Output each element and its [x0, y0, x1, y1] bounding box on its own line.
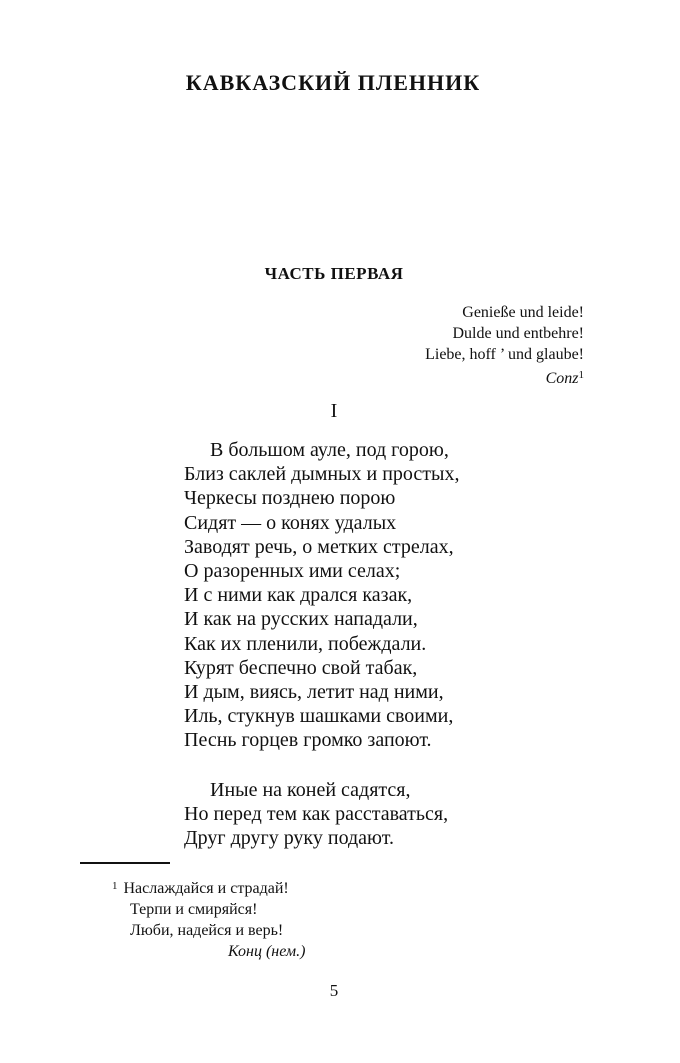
verse-line: В большом ауле, под горою,: [210, 439, 449, 461]
footnote-number: 1: [112, 880, 118, 892]
epigraph-author-line: [425, 365, 584, 389]
epigraph-line: Dulde und entbehre!: [452, 325, 584, 342]
verse-line: Иные на коней садятся,: [210, 779, 411, 801]
section-number: I: [330, 400, 338, 422]
footnote-mark: 1: [578, 369, 584, 381]
footnote-line: Терпи и смиряйся!: [130, 901, 258, 918]
verse-line: Но перед тем как расставаться,: [184, 803, 449, 826]
part-title: ЧАСТЬ ПЕРВАЯ: [264, 264, 404, 283]
epigraph-line: Liebe, hoff ’ und glaube!: [425, 346, 584, 363]
verse-line: И дым, виясь, летит над ними,: [184, 681, 444, 704]
verse-line: Заводят речь, о метких стрелах,: [184, 535, 454, 558]
verse-line: Как их пленили, побеждали.: [184, 632, 427, 655]
footnote-text: Наслаждайся и страдай!: [123, 880, 289, 897]
verse-line: И как на русских нападали,: [184, 608, 418, 631]
verse-line: Близ саклей дымных и простых,: [184, 463, 460, 486]
footnote: [112, 876, 305, 962]
footnote-line: Люби, надейся и верь!: [130, 922, 284, 939]
verse-line: Сидят — о конях удалых: [184, 511, 397, 534]
stanza-2: [184, 778, 448, 851]
page-number: 5: [329, 981, 339, 1000]
footnote-divider: [80, 862, 170, 864]
stanza-1: [184, 438, 459, 753]
verse-line: Иль, стукнув шашками своими,: [184, 705, 454, 728]
epigraph: [425, 302, 584, 389]
footnote-author: Конц (нем.): [228, 943, 306, 960]
verse-line: Друг другу руку подают.: [184, 827, 394, 850]
verse-line: Черкесы позднею порою: [184, 487, 396, 510]
footnote-line-1: [112, 876, 305, 899]
epigraph-author: Conz: [545, 370, 579, 387]
verse-line: Песнь горцев громко запоют.: [184, 729, 432, 752]
verse-line: И с ними как дрался казак,: [184, 584, 413, 607]
epigraph-line: Genieße und leide!: [462, 304, 584, 321]
verse-line: О разоренных ими селах;: [184, 560, 401, 583]
poem-title: КАВКАЗСКИЙ ПЛЕННИК: [185, 70, 481, 95]
verse-line: Курят беспечно свой табак,: [184, 656, 418, 679]
